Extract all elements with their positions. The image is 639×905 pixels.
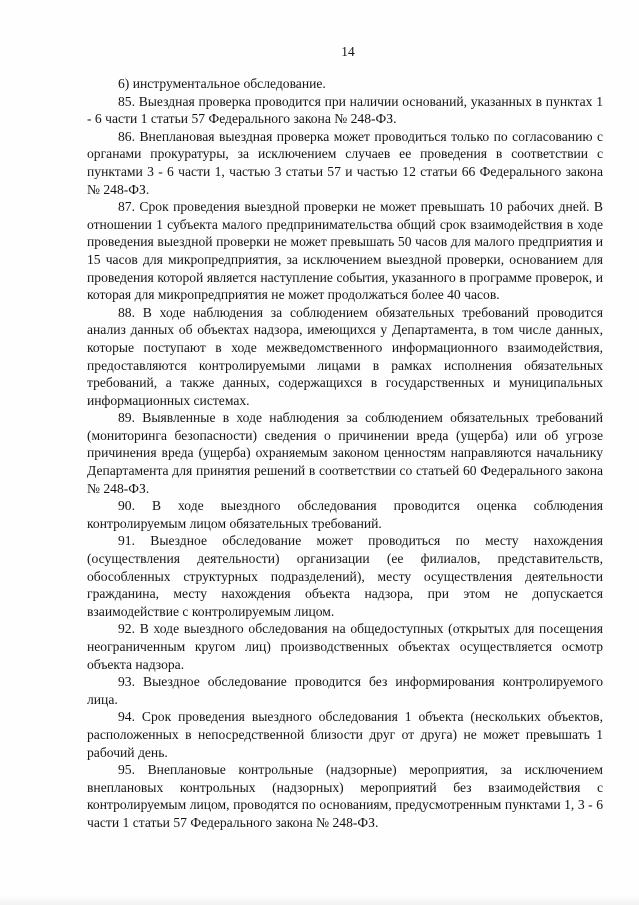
paragraph-94: 94. Срок проведения выездного обследования 1 объекта (нескольких объектов, расположенных в непосредственной близости друг от друга) не может превышать 1 рабочий день.: [87, 709, 603, 760]
paragraph-92: 92. В ходе выездного обследования на общедоступных (открытых для посещения неограниченным кругом лиц) производственных объектах осуществляется осмотр объекта надзора.: [87, 621, 603, 672]
paragraph-88: 88. В ходе наблюдения за соблюдением обязательных требований проводится анализ данных об объектах надзора, имеющихся у Департамента, в том числе данных, которые поступают в ходе межведомственного информационного взаимодействия, предоставляются контролируемыми лицами в рамках исполнения обязательных требований, а также данных, содержащихся в государственных и муниципальных информационных системах.: [87, 304, 603, 408]
paragraph-86: 86. Внеплановая выездная проверка может проводиться только по согласованию с органами прокуратуры, за исключением случаев ее проведения в соответствии с пунктами 3 - 6 части 1, частью 3 статьи 57 и частью 12 статьи 66 Федерального закона № 248-ФЗ.: [87, 128, 603, 197]
page-number: 14: [341, 44, 355, 59]
paragraph-85: 85. Выездная проверка проводится при наличии оснований, указанных в пунктах 1 - 6 части 1 статьи 57 Федерального закона № 248-ФЗ.: [87, 93, 603, 127]
paragraph-93: 93. Выездное обследование проводится без информирования контролируемого лица.: [87, 674, 603, 707]
paragraph-95: 95. Внеплановые контрольные (надзорные) мероприятия, за исключением внеплановых контрольных (надзорных) мероприятий без взаимодействия с контролируемым лицом, проводятся по основаниям, предусмотренным пунктами 1, 3 - 6 части 1 статьи 57 Федерального закона № 248-ФЗ.: [87, 762, 603, 830]
scan-bottom-edge: [0, 895, 639, 905]
paragraph-91: 91. Выездное обследование может проводиться по месту нахождения (осуществления деятельности) организации (ее филиалов, представительств, обособленных структурных подразделений), месту осуществления деятельности гражданина, месту нахождения объекта надзора, при этом не допускается взаимодействие с контролируемым лицом.: [87, 533, 603, 619]
paragraph-90: 90. В ходе выездного обследования проводится оценка соблюдения контролируемым лицом обязательных требований.: [87, 498, 603, 531]
paragraph-87: 87. Срок проведения выездной проверки не может превышать 10 рабочих дней. В отношении 1 субъекта малого предпринимательства общий срок взаимодействия в ходе проведения выездной проверки не может превышать 50 часов для малого предприятия и 15 часов для микропредприятия, за исключением выездной проверки, основанием для проведения которой является наступление события, указанного в программе проверок, и которая для микропредприятия не может продолжаться более 40 часов.: [87, 199, 603, 303]
paragraph-89: 89. Выявленные в ходе наблюдения за соблюдением обязательных требований (мониторинга безопасности) сведения о причинении вреда (ущерба) или об угрозе причинения вреда (ущерба) охраняемым законом ценностям направляются начальнику Департамента для принятия решений в соответствии со статьей 60 Федерального закона № 248-ФЗ.: [87, 410, 603, 496]
paragraph-item-6: 6) инструментальное обследование.: [118, 76, 326, 91]
